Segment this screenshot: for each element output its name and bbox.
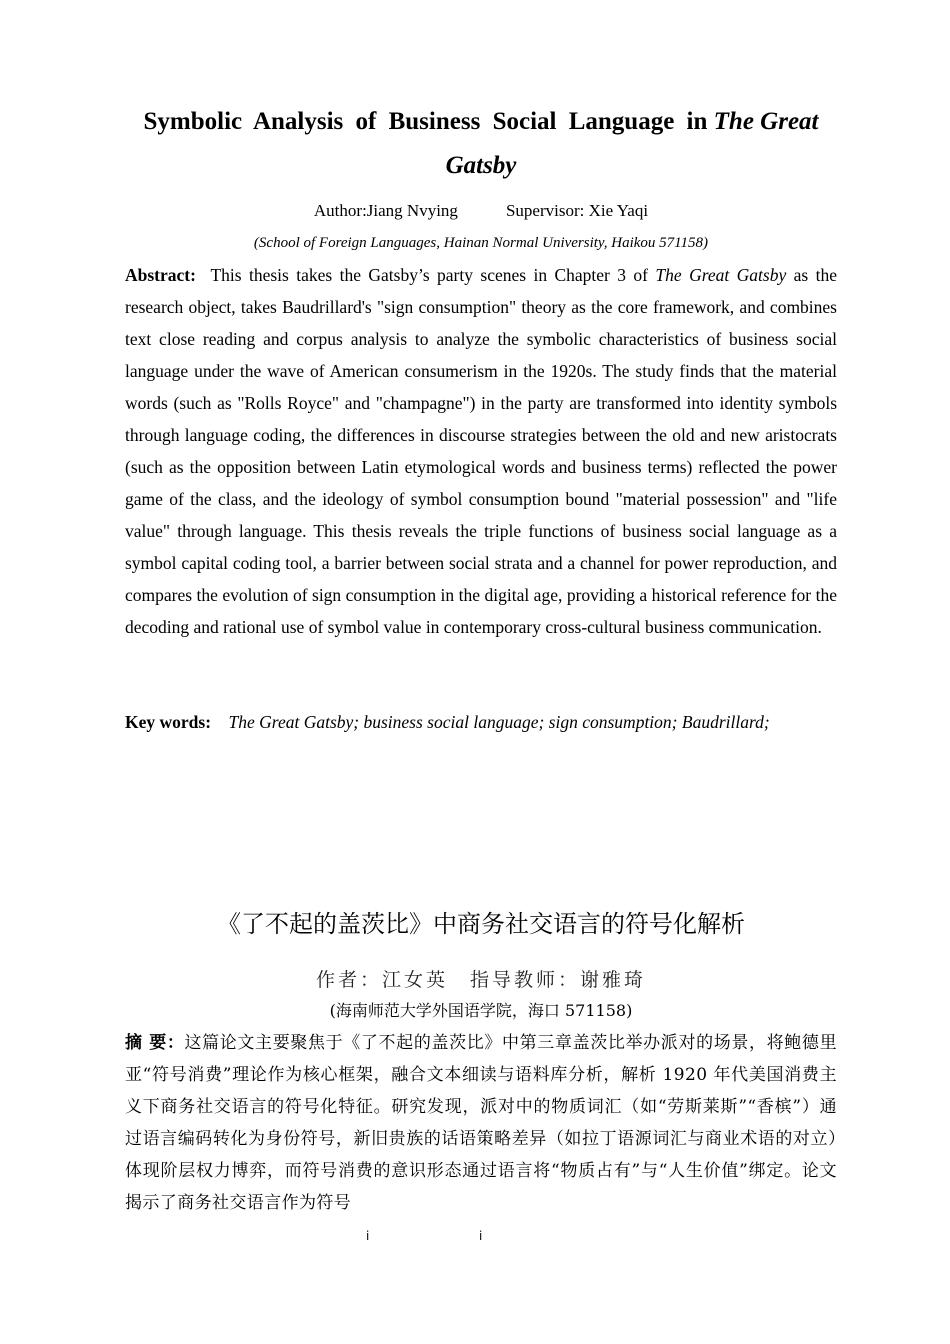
page-marker-1: i [366,1229,370,1243]
english-supervisor: Supervisor: Xie Yaqi [505,201,649,220]
english-title [125,100,837,188]
english-keywords-label: Key words: [125,712,212,732]
english-author-line [125,198,837,224]
english-author: Author:Jiang Nvying [313,201,458,220]
english-keywords [125,706,837,738]
chinese-author: 作者：江女英 [315,969,448,991]
english-abstract [125,259,837,643]
chinese-abstract-label: 摘 要： [125,1033,185,1053]
english-title-italic: The Great Gatsby [445,108,819,179]
english-title-main: Symbolic Analysis of Business Social Language in [143,108,708,135]
english-abstract-italic: The Great Gatsby [655,265,787,285]
english-abstract-part2: as the research object, takes Baudrillard's "sign consumption" theory as the core framework, and combines text close reading and corpus analysis to analyze the symbolic characteristics of business social language under the wave of American consumerism in the 1920s. The study finds that the material words (such as "Rolls Royce" and "champagne") in the party are transformed into identity symbols through language coding, the differences in discourse strategies between the old and new aristocrats (such as the opposition between Latin etymological words and business terms) reflected the power game of the class, and the ideology of symbol consumption bound "material possession" and "life value" through language. This thesis reveals the triple functions of business social language as a symbol capital coding tool, a barrier between social strata and a channel for power reproduction, and compares the evolution of sign consumption in the digital age, providing a historical reference for the decoding and rational use of symbol value in contemporary cross-cultural business communication. [125,265,837,637]
english-keywords-text: The Great Gatsby; business social language; sign consumption; Baudrillard; [228,712,770,732]
chinese-title: 《了不起的盖茨比》中商务社交语言的符号化解析 [217,910,745,938]
page-marker-2: i [479,1229,483,1243]
english-abstract-label: Abstract: [125,265,196,285]
english-affiliation: (School of Foreign Languages, Hainan Normal University, Haikou 571158) [253,235,709,251]
chinese-abstract [125,1027,837,1219]
chinese-supervisor: 指导教师：谢雅琦 [470,969,647,991]
chinese-abstract-text: 这篇论文主要聚焦于《了不起的盖茨比》中第三章盖茨比举办派对的场景，将鲍德里亚“符号消费”理论作为核心框架，融合文本细读与语料库分析，解析 1920 年代美国消费主义下商务社交语言的符号化特征。研究发现，派对中的物质词汇（如“劳斯莱斯”“香槟”）通过语言编码转化为身份符号，新旧贵族的话语策略差异（如拉丁语源词汇与商业术语的对立）体现阶层权力博弈，而符号消费的意识形态通过语言将“物质占有”与“人生价值”绑定。论文揭示了商务社交语言作为符号 [125,1033,837,1213]
chinese-author-line [125,965,837,995]
english-abstract-part1: This thesis takes the Gatsby’s party scenes in Chapter 3 of [210,265,656,285]
chinese-affiliation: (海南师范大学外国语学院，海口 571158) [329,1001,633,1020]
